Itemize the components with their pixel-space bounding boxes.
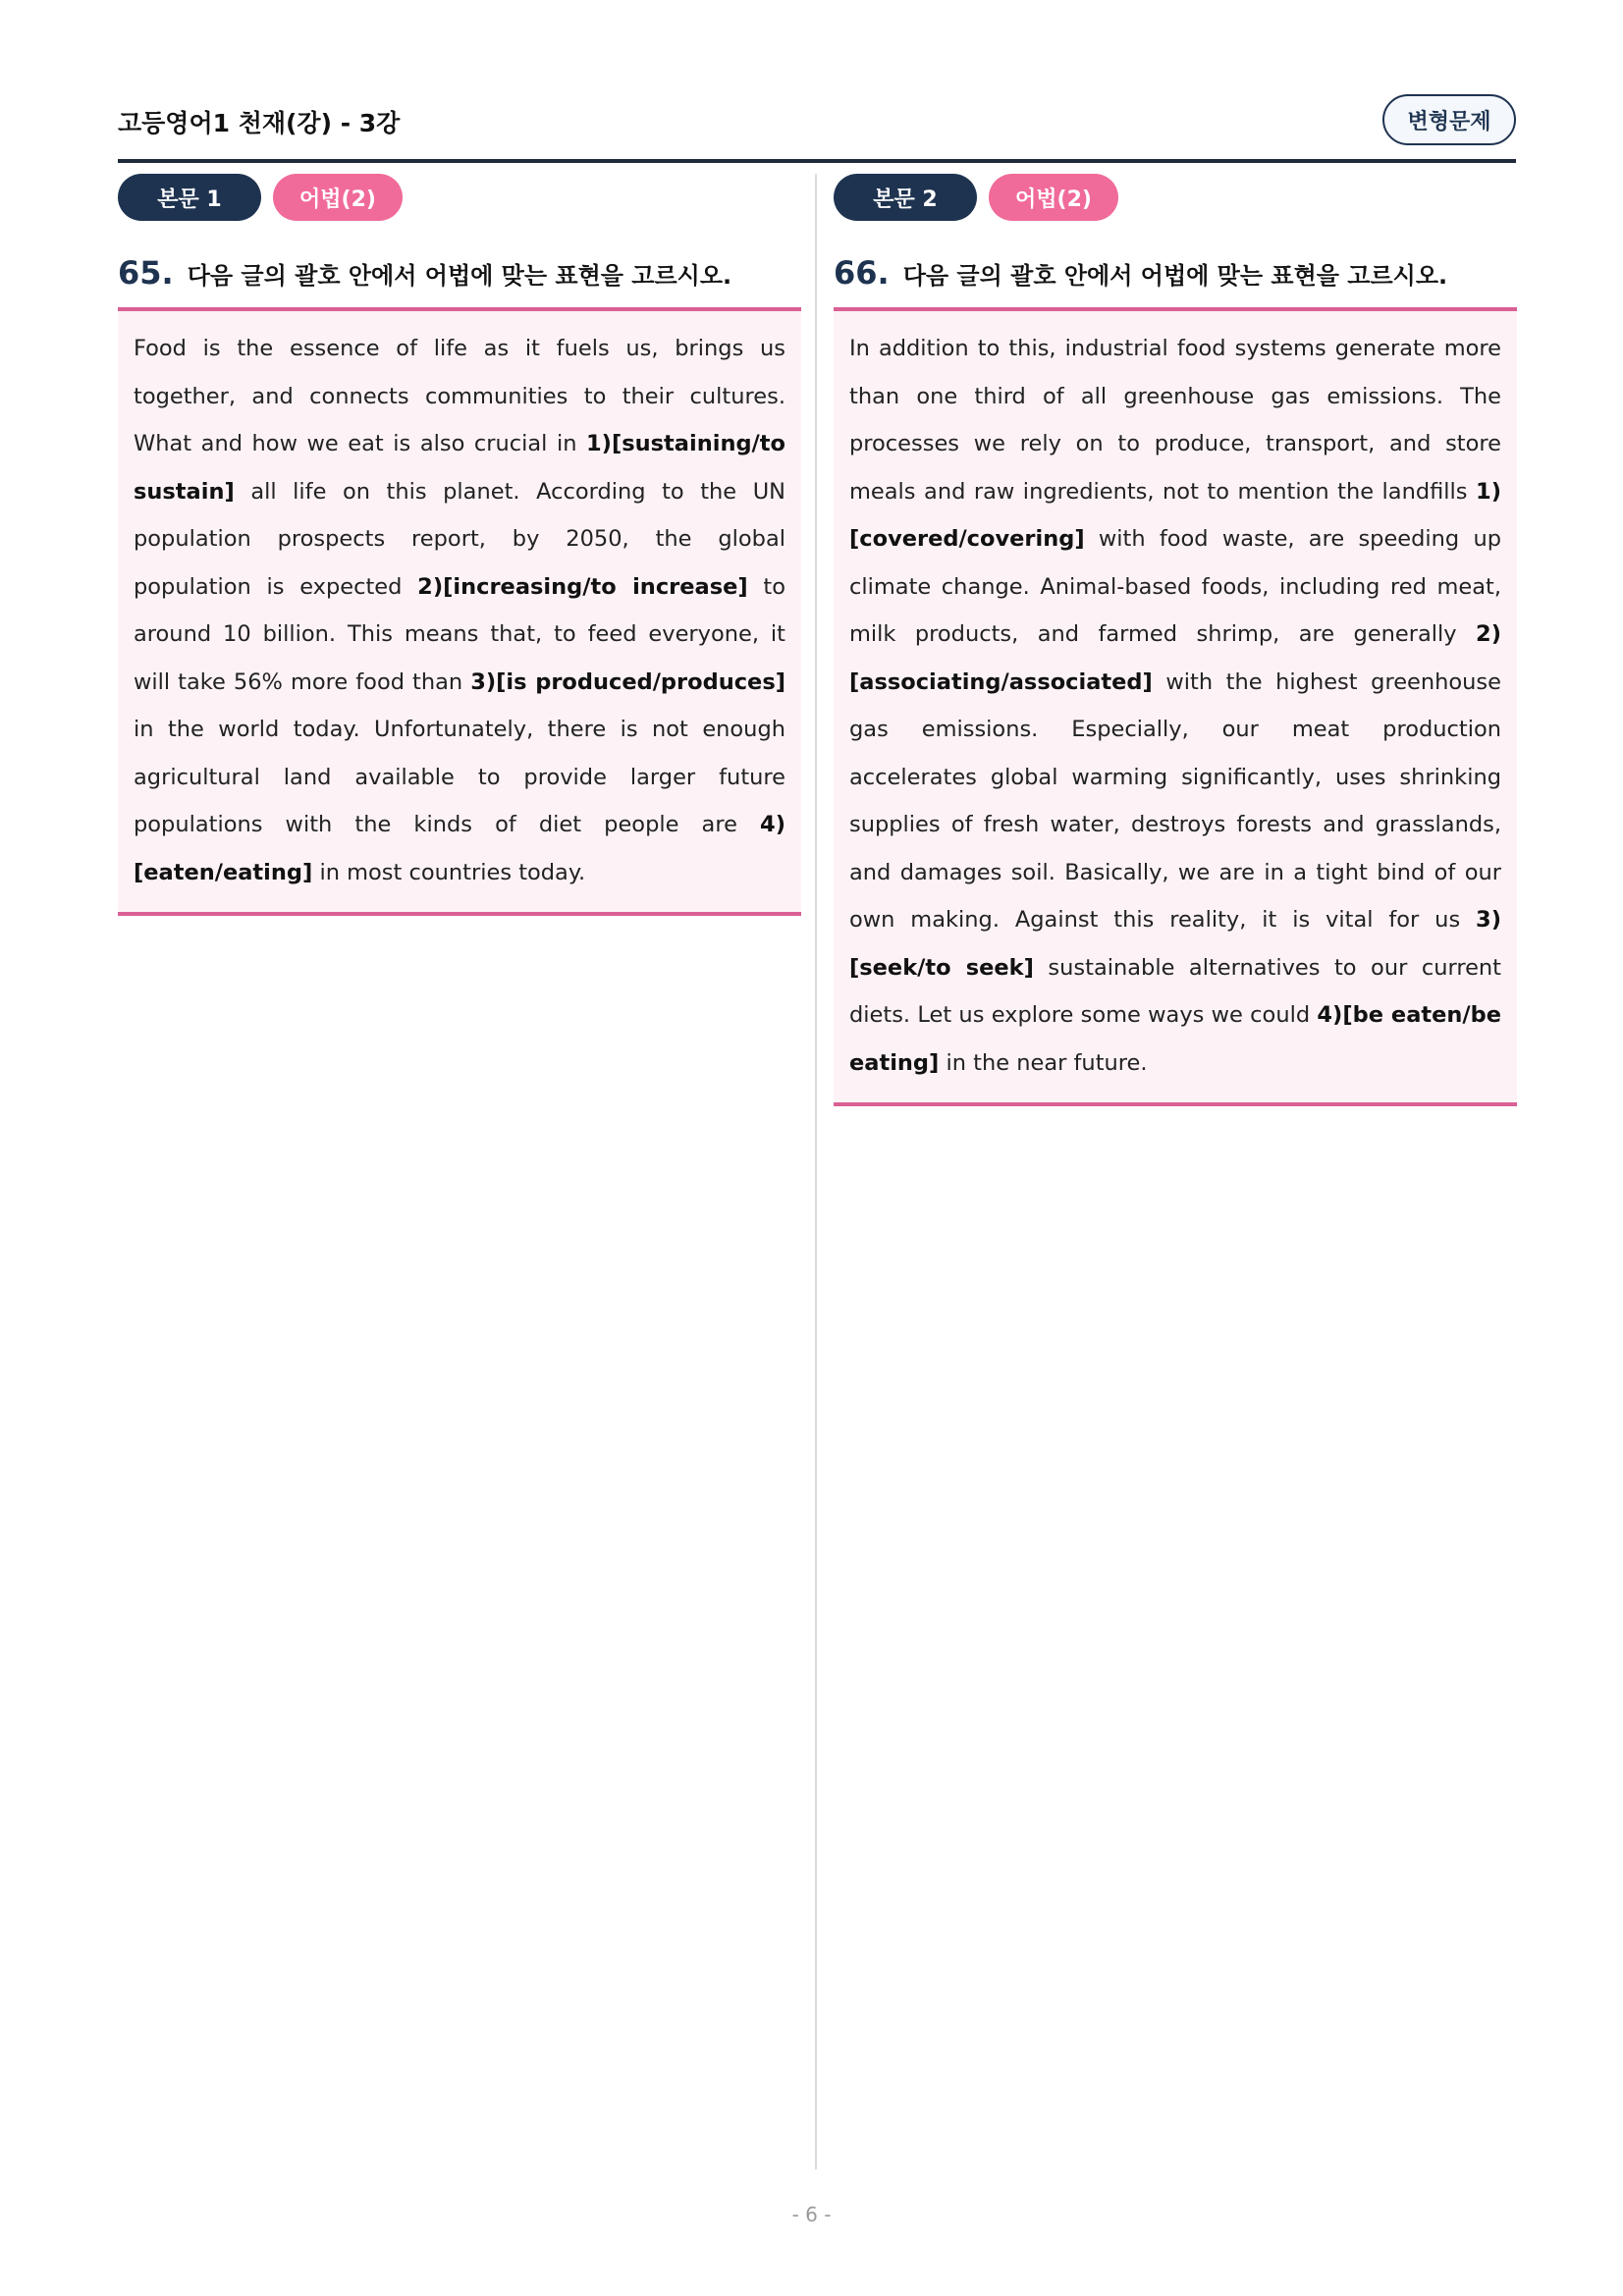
answer-choice: 3)[seek/to seek] (849, 907, 1501, 981)
passage-segment: In addition to this, industrial food systems generate more than one third of all greenhouse gas emissions. The processes we rely on to produce, transport, and store meals and raw ingredients, not to mention the landfills (849, 336, 1501, 505)
question-instruction: 다음 글의 괄호 안에서 어법에 맞는 표현을 고르시오. (902, 262, 1448, 290)
column-divider (815, 174, 817, 2169)
passage-segment: to around 10 billion. This means that, to feed everyone, it will take 56% more food than (134, 573, 785, 695)
question-heading (834, 254, 1517, 290)
passage-segment: Food is the essence of life as it fuels us, brings us together, and connects communities to their cultures. What and how we eat is also crucial in (134, 336, 785, 456)
right-tags (834, 174, 1517, 223)
passage-segment: with the highest greenhouse gas emissions. Especially, our meat production accelerates global warming significantly, uses shrinking supplies of fresh water, destroys forests and grasslands, and damages soil. Basically, we are in a tight bind of our own making. Against this reality, it is vital for us (849, 668, 1501, 933)
answer-choice: 4)[eaten/eating] (134, 812, 785, 885)
answer-choice: 1)[sustaining/to sustain] (134, 431, 785, 505)
answer-choice: 3)[is produced/produces] (470, 668, 785, 695)
section-tag: 본문 2 (834, 174, 977, 221)
document-title: 고등영어1 천재(강) - 3강 (118, 109, 401, 137)
passage-box (118, 307, 801, 916)
passage-text (849, 325, 1501, 1087)
page-header (118, 94, 1516, 163)
answer-choice: 1)[covered/covering] (849, 478, 1501, 552)
left-tags (118, 174, 801, 223)
type-tag: 어법(2) (989, 174, 1118, 221)
passage-segment: in most countries today. (312, 859, 586, 885)
right-column (834, 174, 1517, 1106)
type-tag: 어법(2) (273, 174, 403, 221)
question-instruction: 다음 글의 괄호 안에서 어법에 맞는 표현을 고르시오. (187, 262, 732, 290)
question-number: 66. (834, 254, 890, 292)
section-tag: 본문 1 (118, 174, 261, 221)
passage-box (834, 307, 1517, 1106)
passage-text (134, 325, 785, 896)
left-column (118, 174, 801, 916)
variant-badge: 변형문제 (1382, 94, 1516, 145)
question-number: 65. (118, 254, 174, 292)
passage-segment: with food waste, are speeding up climate change. Animal-based foods, including red meat, milk products, and farmed shrimp, are generally (849, 526, 1501, 647)
answer-choice: 2)[increasing/to increase] (417, 573, 748, 600)
answer-choice: 4)[be eaten/be eating] (849, 1002, 1501, 1076)
passage-segment: sustainable alternatives to our current diets. Let us explore some ways we could (849, 954, 1501, 1028)
page-number: - 6 - (791, 2203, 832, 2226)
passage-segment: all life on this planet. According to the UN population prospects report, by 2050, the global population is expected (134, 478, 785, 600)
question-heading (118, 254, 801, 290)
passage-segment: in the near future. (939, 1049, 1148, 1076)
answer-choice: 2)[associating/associated] (849, 621, 1501, 695)
passage-segment: in the world today. Unfortunately, there is not enough agricultural land available to provide larger future populations with the kinds of diet people are (134, 717, 785, 837)
